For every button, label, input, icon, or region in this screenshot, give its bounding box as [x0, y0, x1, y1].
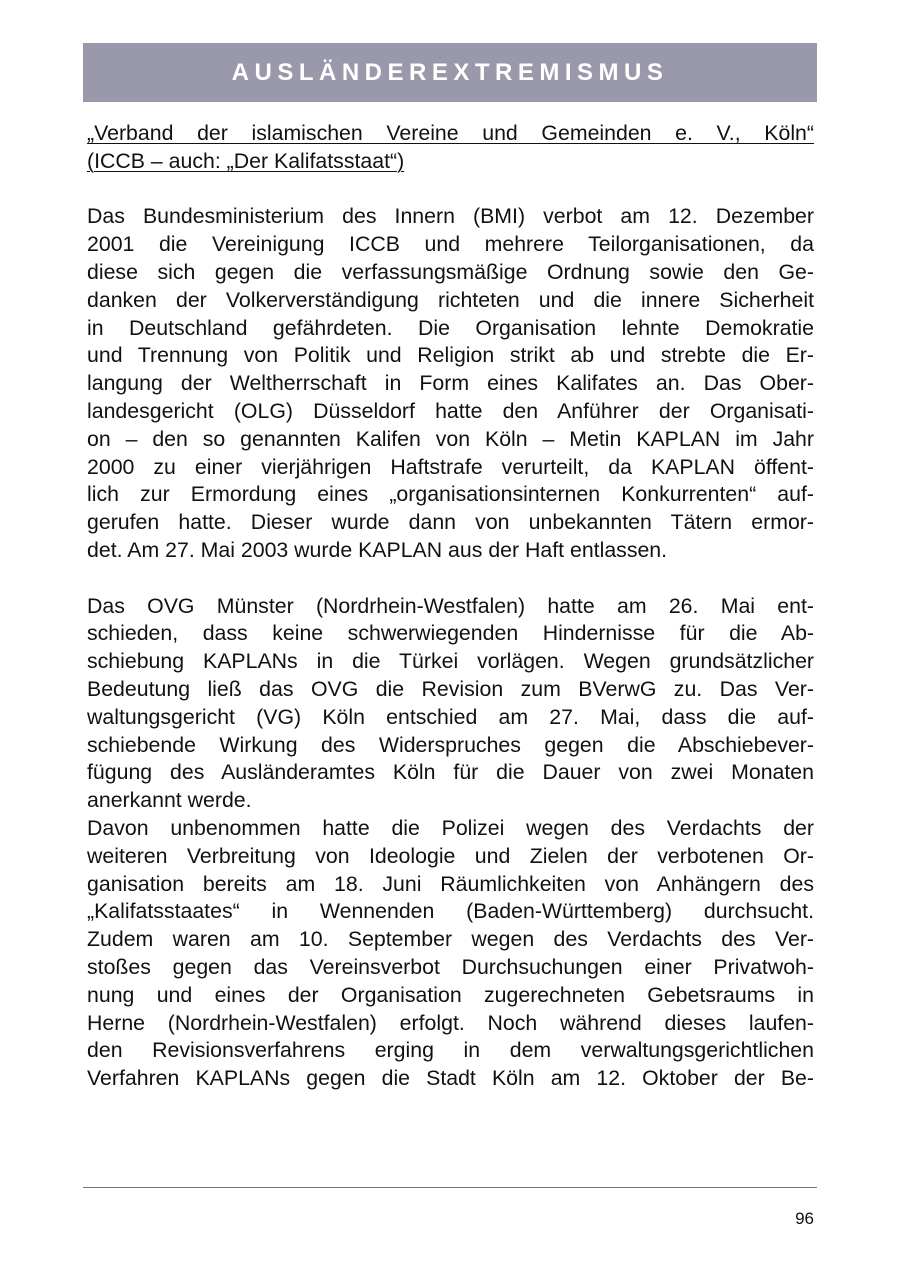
paragraph-line: langung der Weltherrschaft in Form eines Kalifates an. Das Ober- [87, 371, 814, 396]
paragraph-line: Bedeutung ließ das OVG die Revision zum BVerwG zu. Das Ver- [87, 676, 814, 701]
paragraph-line: landesgericht (OLG) Düsseldorf hatte den Anführer der Organisati- [87, 398, 814, 423]
page-number: 96 [795, 1209, 814, 1228]
paragraph-ban [87, 203, 814, 564]
heading-line: (ICCB – auch: „Der Kalifatsstaat“) [87, 148, 405, 173]
paragraph-line: „Kalifatsstaates“ in Wennenden (Baden-Württemberg) durchsucht. [87, 899, 814, 924]
section-heading [87, 120, 814, 176]
paragraph-line: gerufen hatte. Dieser wurde dann von unbekannten Tätern ermor- [87, 510, 814, 535]
paragraph-line: lich zur Ermordung eines „organisationsinternen Konkurrenten“ auf- [87, 482, 814, 507]
footer-divider [83, 1187, 817, 1188]
section-banner: AUSLÄNDEREXTREMISMUS [83, 43, 817, 102]
paragraph-line: Davon unbenommen hatte die Polizei wegen des Verdachts der [87, 815, 814, 840]
paragraph-line: stoßes gegen das Vereinsverbot Durchsuchungen einer Privatwoh- [87, 954, 814, 979]
paragraph-line: on – den so genannten Kalifen von Köln – Metin KAPLAN im Jahr [87, 426, 814, 451]
paragraph-line: Das Bundesministerium des Innern (BMI) verbot am 12. Dezember [87, 204, 814, 229]
paragraph-line: 2001 die Vereinigung ICCB und mehrere Teilorganisationen, da [87, 232, 814, 257]
paragraph-line: Das OVG Münster (Nordrhein-Westfalen) hatte am 26. Mai ent- [87, 593, 814, 618]
paragraph-line: nung und eines der Organisation zugerechneten Gebetsraums in [87, 982, 814, 1007]
paragraph-line: und Trennung von Politik und Religion strikt ab und strebte die Er- [87, 343, 814, 368]
heading-line: „Verband der islamischen Vereine und Gemeinden e. V., Köln“ [87, 121, 814, 145]
paragraph-line: Herne (Nordrhein-Westfalen) erfolgt. Noch während dieses laufen- [87, 1010, 814, 1035]
paragraph-line: schiebung KAPLANs in die Türkei vorlägen. Wegen grundsätzlicher [87, 649, 814, 674]
page-content [87, 120, 814, 1093]
paragraph-line: danken der Volkerverständigung richteten und die innere Sicherheit [87, 287, 814, 312]
paragraph-line: den Revisionsverfahrens erging in dem verwaltungsgerichtlichen [87, 1038, 814, 1063]
paragraph-line: diese sich gegen die verfassungsmäßige Ordnung sowie den Ge- [87, 259, 814, 284]
paragraph-line: det. Am 27. Mai 2003 wurde KAPLAN aus der Haft entlassen. [87, 537, 668, 562]
paragraph-searches [87, 815, 814, 1093]
paragraph-line: fügung des Ausländeramtes Köln für die Dauer von zwei Monaten [87, 760, 814, 785]
paragraph-line: schiebende Wirkung des Widerspruches gegen die Abschiebever- [87, 732, 814, 757]
paragraph-ovg-decision [87, 593, 814, 815]
paragraph-line: schieden, dass keine schwerwiegenden Hindernisse für die Ab- [87, 621, 814, 646]
paragraph-line: weiteren Verbreitung von Ideologie und Zielen der verbotenen Or- [87, 843, 814, 868]
paragraph-line: Verfahren KAPLANs gegen die Stadt Köln am 12. Oktober der Be- [87, 1066, 814, 1091]
paragraph-line: anerkannt werde. [87, 788, 252, 813]
paragraph-line: Zudem waren am 10. September wegen des Verdachts des Ver- [87, 927, 814, 952]
paragraph-line: ganisation bereits am 18. Juni Räumlichkeiten von Anhängern des [87, 871, 814, 896]
paragraph-line: waltungsgericht (VG) Köln entschied am 27. Mai, dass die auf- [87, 704, 814, 729]
paragraph-line: 2000 zu einer vierjährigen Haftstrafe verurteilt, da KAPLAN öffent- [87, 454, 814, 479]
paragraph-line: in Deutschland gefährdeten. Die Organisation lehnte Demokratie [87, 315, 814, 340]
